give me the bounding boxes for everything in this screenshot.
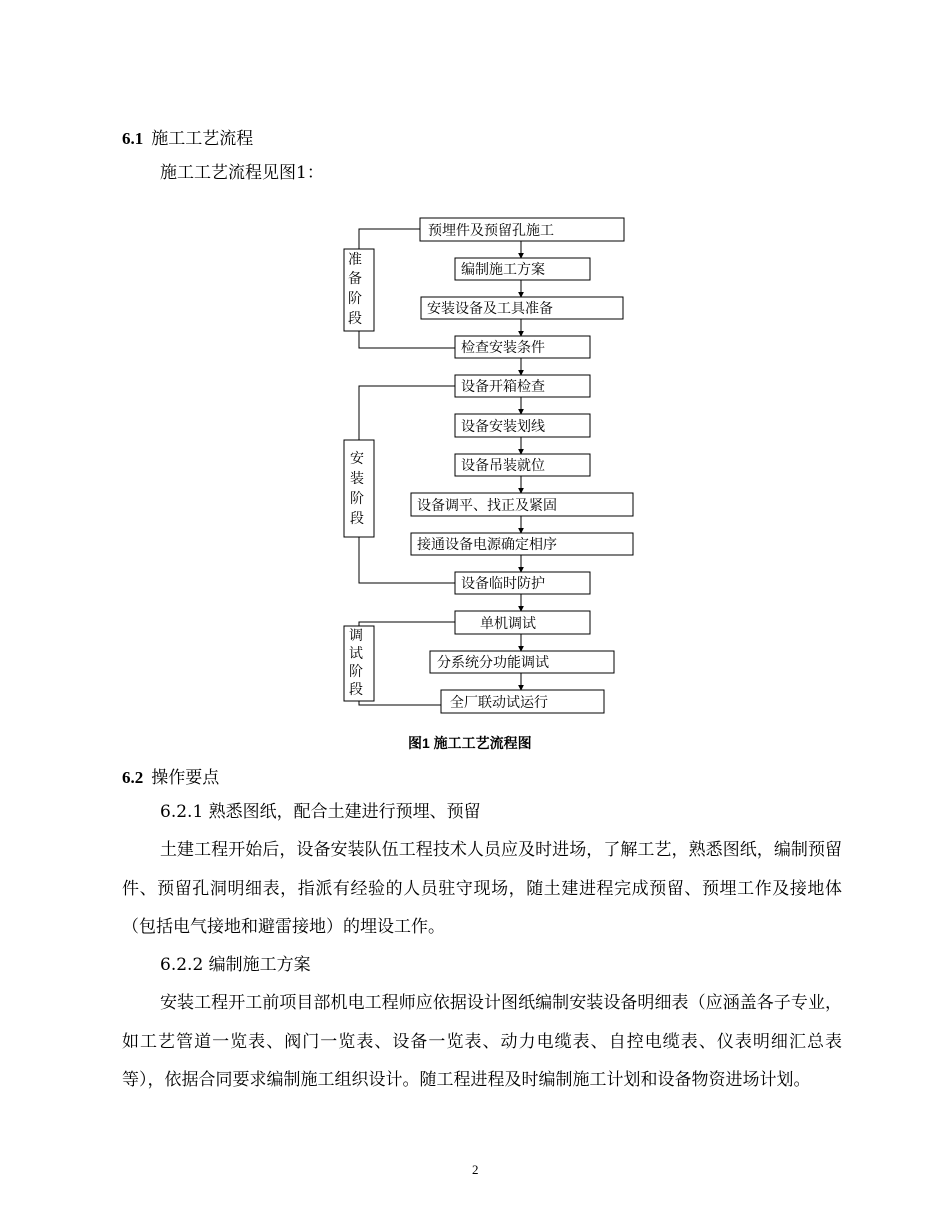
phase-char: 准 [348,252,362,268]
phase-char: 阶 [348,291,362,307]
section-6-2-title: 操作要点 [151,768,220,788]
phase-char: 调 [349,628,363,644]
section-6-2-number: 6.2 [122,768,144,787]
phase-char: 安 [350,451,364,467]
step-label: 分系统分功能调试 [437,655,549,671]
phase-char: 试 [349,646,363,662]
step-label: 安装设备及工具准备 [427,301,553,317]
phase-char: 装 [350,471,364,487]
section-6-1-title: 施工工艺流程 [151,129,254,149]
phase-char: 备 [348,271,362,287]
phase-char: 段 [349,682,363,698]
bracket-line [359,622,455,626]
step-label: 预埋件及预留孔施工 [428,223,554,239]
subsection-6-2-1-heading: 6.2.1 熟悉图纸，配合土建进行预埋、预留 [160,802,481,822]
subsection-6-2-1-body: 土建工程开始后，设备安装队伍工程技术人员应及时进场，了解工艺，熟悉图纸，编制预留件、预留孔洞明细表，指派有经验的人员驻守现场，随土建进程完成预留、预埋工作及接地体（包括电气接地和避雷接地）的埋设工作。 [122,840,842,937]
bracket-line [359,331,455,348]
flowchart-caption: 图1 施工工艺流程图 [408,735,532,751]
step-labels [417,222,557,711]
bracket-line [359,386,455,440]
step-label: 全厂联动试运行 [450,695,548,711]
step-label: 单机调试 [480,616,536,632]
step-label: 设备调平、找正及紧固 [417,498,557,514]
step-label: 检查安装条件 [461,340,545,356]
phase-test [344,626,374,701]
step-label: 设备开箱检查 [461,379,545,395]
phase-char: 段 [350,511,364,527]
phase-char: 段 [348,311,362,327]
section-6-2-heading [122,763,219,788]
subsection-6-2-2-body: 安装工程开工前项目部机电工程师应依据设计图纸编制安装设备明细表（应涵盖各子专业，如工艺管道一览表、阀门一览表、设备一览表、动力电缆表、自控电缆表、仪表明细汇总表等），依据合同要求编制施工组织设计。随工程进程及时编制施工计划和设备物资进场计划。 [122,993,842,1090]
step-label: 接通设备电源确定相序 [417,537,557,553]
step-label: 编制施工方案 [461,262,545,278]
bracket-line [359,229,420,249]
step-label: 设备临时防护 [461,576,545,592]
subsection-6-2-2-heading: 6.2.2 编制施工方案 [160,955,311,975]
phase-char: 阶 [349,664,363,680]
phase-prep [344,249,374,331]
page-number: 2 [472,1162,479,1177]
bracket-line [359,701,441,705]
section-6-1-number: 6.1 [122,129,144,148]
step-label: 设备吊装就位 [461,458,545,474]
flowchart-intro: 施工工艺流程见图1： [160,163,324,183]
phase-install [344,440,374,537]
phase-char: 阶 [350,491,364,507]
step-label: 设备安装划线 [461,419,545,435]
